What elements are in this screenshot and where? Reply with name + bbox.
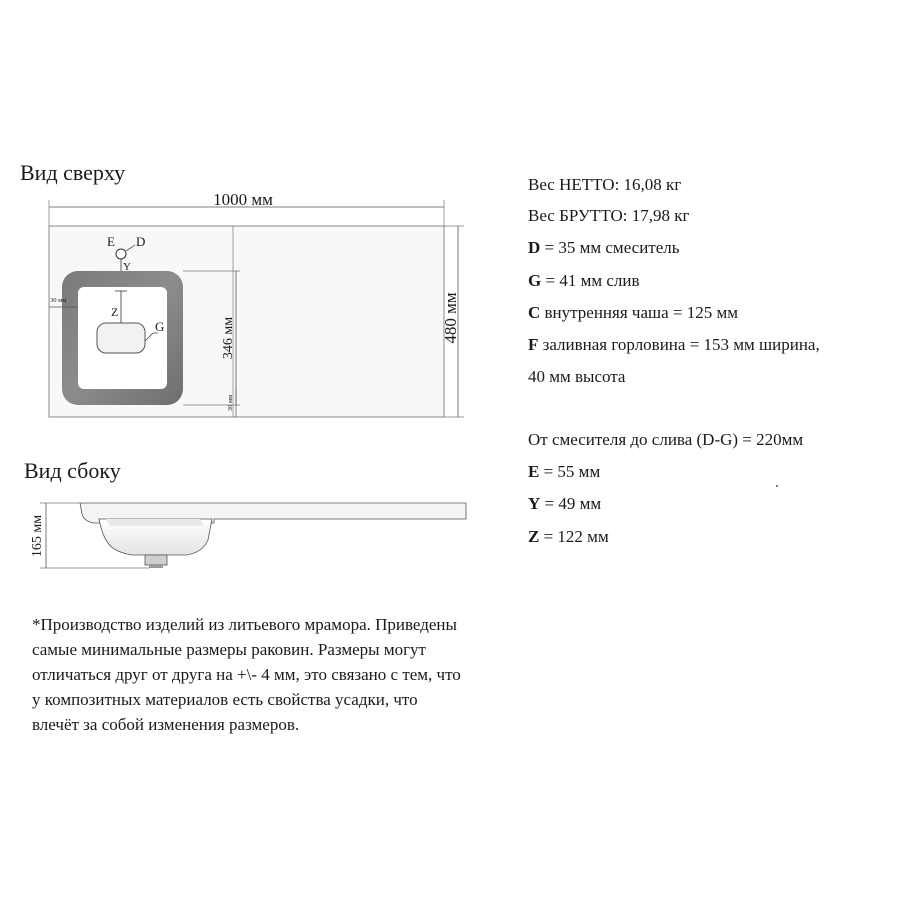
- top-view-drawing: [49, 190, 464, 417]
- point-y-label: Y: [123, 261, 131, 273]
- footnote-line: самые минимальные размеры раковин. Размеры могут: [32, 640, 426, 659]
- footnote-line: *Производство изделий из литьевого мрамора. Приведены: [32, 615, 457, 634]
- footnote-line: отличаться друг от друга на +\- 4 мм, это связано с тем, что: [32, 665, 461, 684]
- point-z-label: Z: [111, 305, 119, 319]
- spec-line-7: От смесителя до слива (D-G) = 220мм: [528, 430, 804, 449]
- margin-bottom-label: 30 мм: [227, 394, 234, 412]
- spec-line-4: C внутренняя чаша = 125 мм: [528, 303, 739, 322]
- footnote-line: влечёт за собой изменения размеров.: [32, 715, 300, 734]
- point-d-label: D: [136, 234, 146, 249]
- bowl-height-label: 346 мм: [221, 316, 236, 360]
- spec-line-1: Вес БРУТТО: 17,98 кг: [528, 206, 690, 225]
- footnote-line: у композитных материалов есть свойства усадки, что: [32, 690, 418, 709]
- point-g-label: G: [155, 319, 165, 334]
- point-e-label: E: [107, 234, 115, 249]
- side-view-title: Вид сбоку: [24, 458, 121, 483]
- spec-line-5: F заливная горловина = 153 мм ширина,: [528, 335, 820, 354]
- width-dimension-label: 1000 мм: [213, 190, 273, 209]
- margin-left-label: 30 мм: [50, 297, 67, 304]
- depth-dimension-label: 480 мм: [441, 292, 460, 344]
- side-view-drawing: [30, 503, 466, 568]
- footnote: [32, 612, 552, 737]
- spec-line-8: E = 55 мм: [528, 462, 601, 481]
- drain-slot: [97, 323, 145, 353]
- spec-line-9: Y = 49 мм: [528, 494, 602, 513]
- spec-line-10: Z = 122 мм: [528, 527, 609, 546]
- faucet-hole: [116, 249, 126, 259]
- top-view-title: Вид сверху: [20, 160, 126, 185]
- spec-line-2: D = 35 мм смеситель: [528, 238, 680, 257]
- spec-line-6: 40 мм высота: [528, 367, 626, 386]
- spec-line-3: G = 41 мм слив: [528, 271, 640, 290]
- spec-line-0: Вес НЕТТО: 16,08 кг: [528, 175, 682, 194]
- side-drain: [145, 555, 167, 565]
- height-dimension-label: 165 мм: [30, 514, 45, 558]
